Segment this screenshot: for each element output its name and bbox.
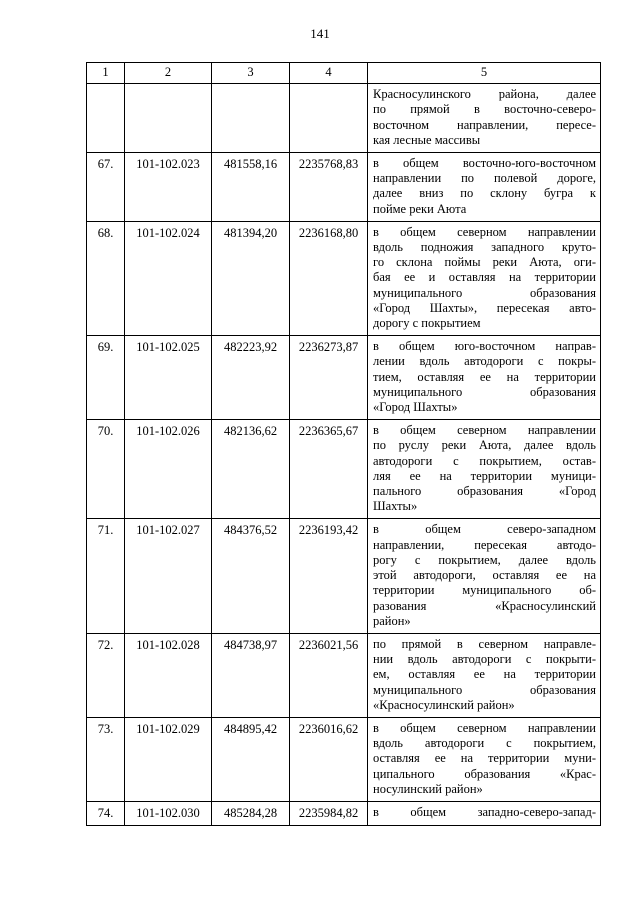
description-line: «Город Шахты»: [373, 400, 458, 415]
header-row: [87, 63, 601, 84]
coord-y: 2236021,56: [290, 633, 368, 717]
row-number: 69.: [87, 336, 125, 420]
description-line: далее вниз по склону бугра к: [373, 186, 596, 201]
coord-x: 484895,42: [212, 717, 290, 801]
description-line: в общем восточно-юго-восточном: [373, 156, 596, 171]
description-line: го склона поймы реки Аюта, оги-: [373, 255, 596, 270]
description-line: по руслу реки Аюта, далее вдоль: [373, 438, 596, 453]
description-line: тием, оставляя ее на территории: [373, 369, 596, 384]
coord-y: 2236016,62: [290, 717, 368, 801]
coord-x: 481558,16: [212, 153, 290, 222]
description-line: Шахты»: [373, 499, 418, 514]
point-id: 101-102.026: [125, 420, 212, 519]
table-row: [87, 221, 601, 335]
description-line: разования «Красносулинский: [373, 598, 596, 613]
description-line: «Город Шахты», пересекая авто-: [373, 300, 596, 315]
description-line: в общем северном направлении: [373, 423, 596, 438]
description-line: район»: [373, 613, 411, 628]
description-line: оставляя ее на территории муни-: [373, 751, 596, 766]
description-line: в общем северном направлении: [373, 720, 596, 735]
description: [368, 633, 601, 717]
description-line: бая ее и оставляя на территории: [373, 270, 596, 285]
description-line: рогу с покрытием, далее вдоль: [373, 552, 596, 567]
point-id: 101-102.023: [125, 153, 212, 222]
table-row: [87, 519, 601, 633]
row-number: 67.: [87, 153, 125, 222]
coord-y: 2236168,80: [290, 221, 368, 335]
coord-y: 2236365,67: [290, 420, 368, 519]
point-id: 101-102.029: [125, 717, 212, 801]
continuation-row: [87, 84, 601, 153]
description-line: Красносулинского района, далее: [373, 87, 596, 102]
coord-y: 2235984,82: [290, 801, 368, 825]
description-line: направлении по полевой дороге,: [373, 171, 596, 186]
description-line: автодороги с покрытием, остав-: [373, 453, 596, 468]
point-id: 101-102.024: [125, 221, 212, 335]
coord-x: 484738,97: [212, 633, 290, 717]
description-line: пального образования «Город: [373, 484, 596, 499]
page-number: 141: [310, 26, 330, 41]
description-line: носулинский район»: [373, 781, 483, 796]
description: [368, 717, 601, 801]
description-line: в общем северо-западном: [373, 522, 596, 537]
description: [368, 336, 601, 420]
description-line: нии вдоль автодороги с покрыти-: [373, 652, 596, 667]
header-col-3: 3: [212, 63, 290, 84]
description: [368, 801, 601, 825]
coord-x: 484376,52: [212, 519, 290, 633]
description-line: муниципального образования: [373, 682, 596, 697]
point-id: 101-102.028: [125, 633, 212, 717]
description-line: территории муниципального об-: [373, 583, 596, 598]
table-row: [87, 801, 601, 825]
header-col-2: 2: [125, 63, 212, 84]
continuation-description: [368, 84, 601, 153]
description: [368, 519, 601, 633]
table-row: [87, 633, 601, 717]
description-line: ем, оставляя ее на территории: [373, 667, 596, 682]
table-row: [87, 420, 601, 519]
header-col-4: 4: [290, 63, 368, 84]
description-line: по прямой в северном направле-: [373, 636, 596, 651]
description-line: муниципального образования: [373, 285, 596, 300]
header-col-1: 1: [87, 63, 125, 84]
coord-y: 2236193,42: [290, 519, 368, 633]
description-line: этой автодороги, оставляя ее на: [373, 568, 596, 583]
point-id: 101-102.030: [125, 801, 212, 825]
description: [368, 221, 601, 335]
description-line: вдоль подножия западного круто-: [373, 240, 596, 255]
row-number: 74.: [87, 801, 125, 825]
row-number: 72.: [87, 633, 125, 717]
description: [368, 420, 601, 519]
description: [368, 153, 601, 222]
description-line: ципального образования «Крас-: [373, 766, 596, 781]
description-line: в общем западно-северо-запад-: [373, 804, 596, 819]
description-line: кая лесные массивы: [373, 132, 481, 147]
description-line: ляя ее на территории муници-: [373, 468, 596, 483]
row-number: 71.: [87, 519, 125, 633]
point-id: 101-102.025: [125, 336, 212, 420]
header-col-5: 5: [368, 63, 601, 84]
description-line: «Красносулинский район»: [373, 697, 515, 712]
description-line: по прямой в восточно-северо-: [373, 102, 596, 117]
coord-x: 481394,20: [212, 221, 290, 335]
description-line: в общем юго-восточном направ-: [373, 339, 596, 354]
description-line: направлении, пересекая автодо-: [373, 537, 596, 552]
point-id: 101-102.027: [125, 519, 212, 633]
table-row: [87, 336, 601, 420]
coord-y: 2235768,83: [290, 153, 368, 222]
boundary-table: [86, 62, 601, 826]
coord-y: 2236273,87: [290, 336, 368, 420]
coord-x: 485284,28: [212, 801, 290, 825]
description-line: в общем северном направлении: [373, 224, 596, 239]
description-line: вдоль автодороги с покрытием,: [373, 736, 596, 751]
description-line: муниципального образования: [373, 384, 596, 399]
coord-x: 482223,92: [212, 336, 290, 420]
description-line: лении вдоль автодороги с покры-: [373, 354, 596, 369]
description-line: дорогу с покрытием: [373, 316, 481, 331]
table-row: [87, 153, 601, 222]
coord-x: 482136,62: [212, 420, 290, 519]
row-number: 73.: [87, 717, 125, 801]
row-number: 70.: [87, 420, 125, 519]
description-line: пойме реки Аюта: [373, 201, 467, 216]
description-line: восточном направлении, пересе-: [373, 117, 596, 132]
table-row: [87, 717, 601, 801]
row-number: 68.: [87, 221, 125, 335]
